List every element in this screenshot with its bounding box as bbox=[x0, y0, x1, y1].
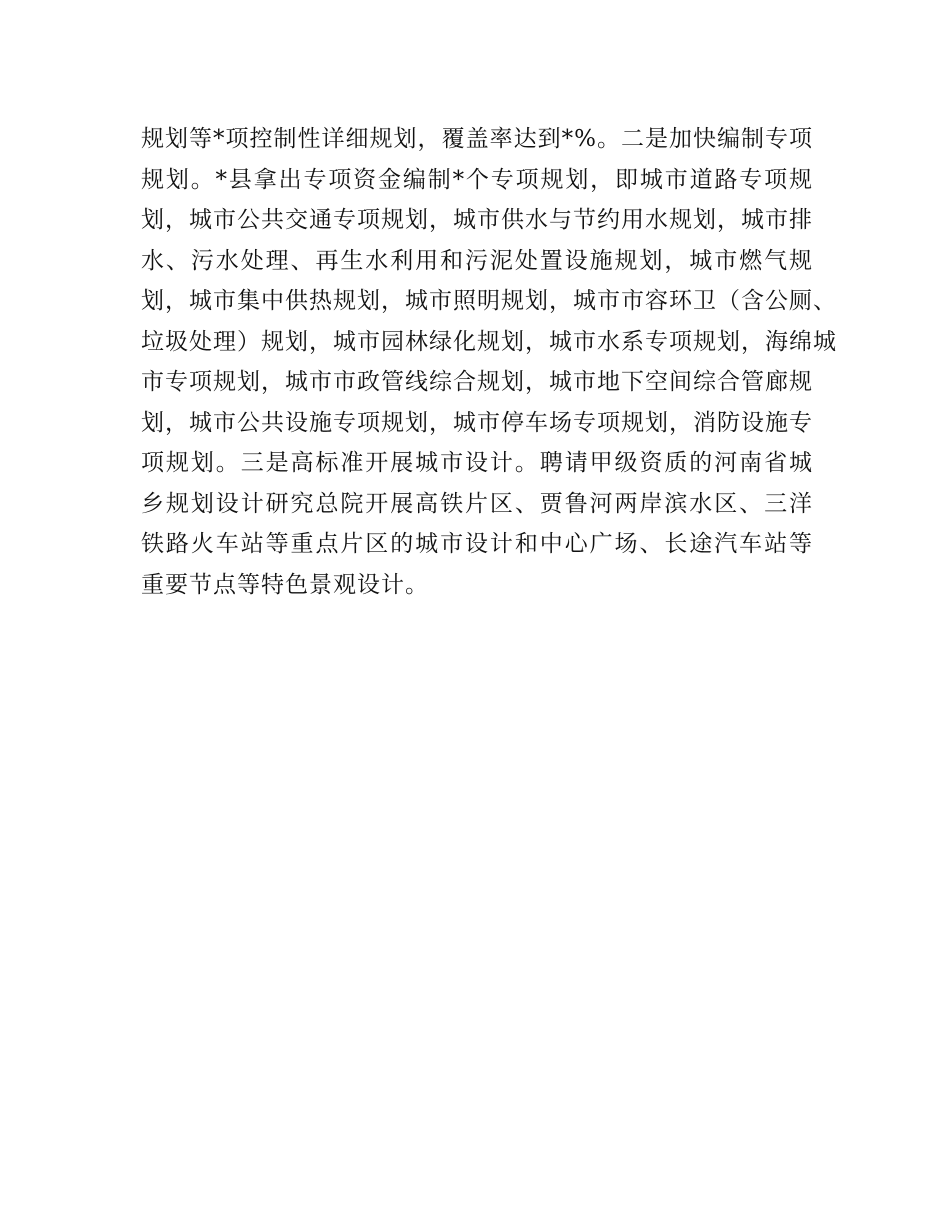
paragraph-line: 垃圾处理）规划，城市园林绿化规划，城市水系专项规划，海绵城 bbox=[141, 328, 837, 355]
paragraph-line: 乡规划设计研究总院开展高铁片区、贾鲁河两岸滨水区、三洋 bbox=[141, 490, 813, 517]
paragraph-line: 划，城市集中供热规划，城市照明规划，城市市容环卫（含公厕、 bbox=[141, 288, 837, 314]
paragraph-line: 项规划。三是高标准开展城市设计。聘请甲级资质的河南省城 bbox=[141, 450, 813, 476]
paragraph-line: 市专项规划，城市市政管线综合规划，城市地下空间综合管廊规 bbox=[141, 369, 813, 395]
paragraph-line: 划，城市公共设施专项规划，城市停车场专项规划，消防设施专 bbox=[141, 409, 813, 436]
paragraph-line: 水、污水处理、再生水利用和污泥处置设施规划，城市燃气规 bbox=[141, 247, 813, 274]
paragraph-line: 划，城市公共交通专项规划，城市供水与节约用水规划，城市排 bbox=[141, 207, 813, 233]
paragraph-line: 重要节点等特色景观设计。 bbox=[141, 571, 429, 598]
body-paragraph bbox=[141, 119, 837, 605]
paragraph-line: 铁路火车站等重点片区的城市设计和中心广场、长途汽车站等 bbox=[141, 531, 813, 557]
paragraph-line: 规划。*县拿出专项资金编制*个专项规划，即城市道路专项规 bbox=[141, 166, 813, 193]
paragraph-line: 规划等*项控制性详细规划，覆盖率达到*%。二是加快编制专项 bbox=[141, 126, 813, 152]
